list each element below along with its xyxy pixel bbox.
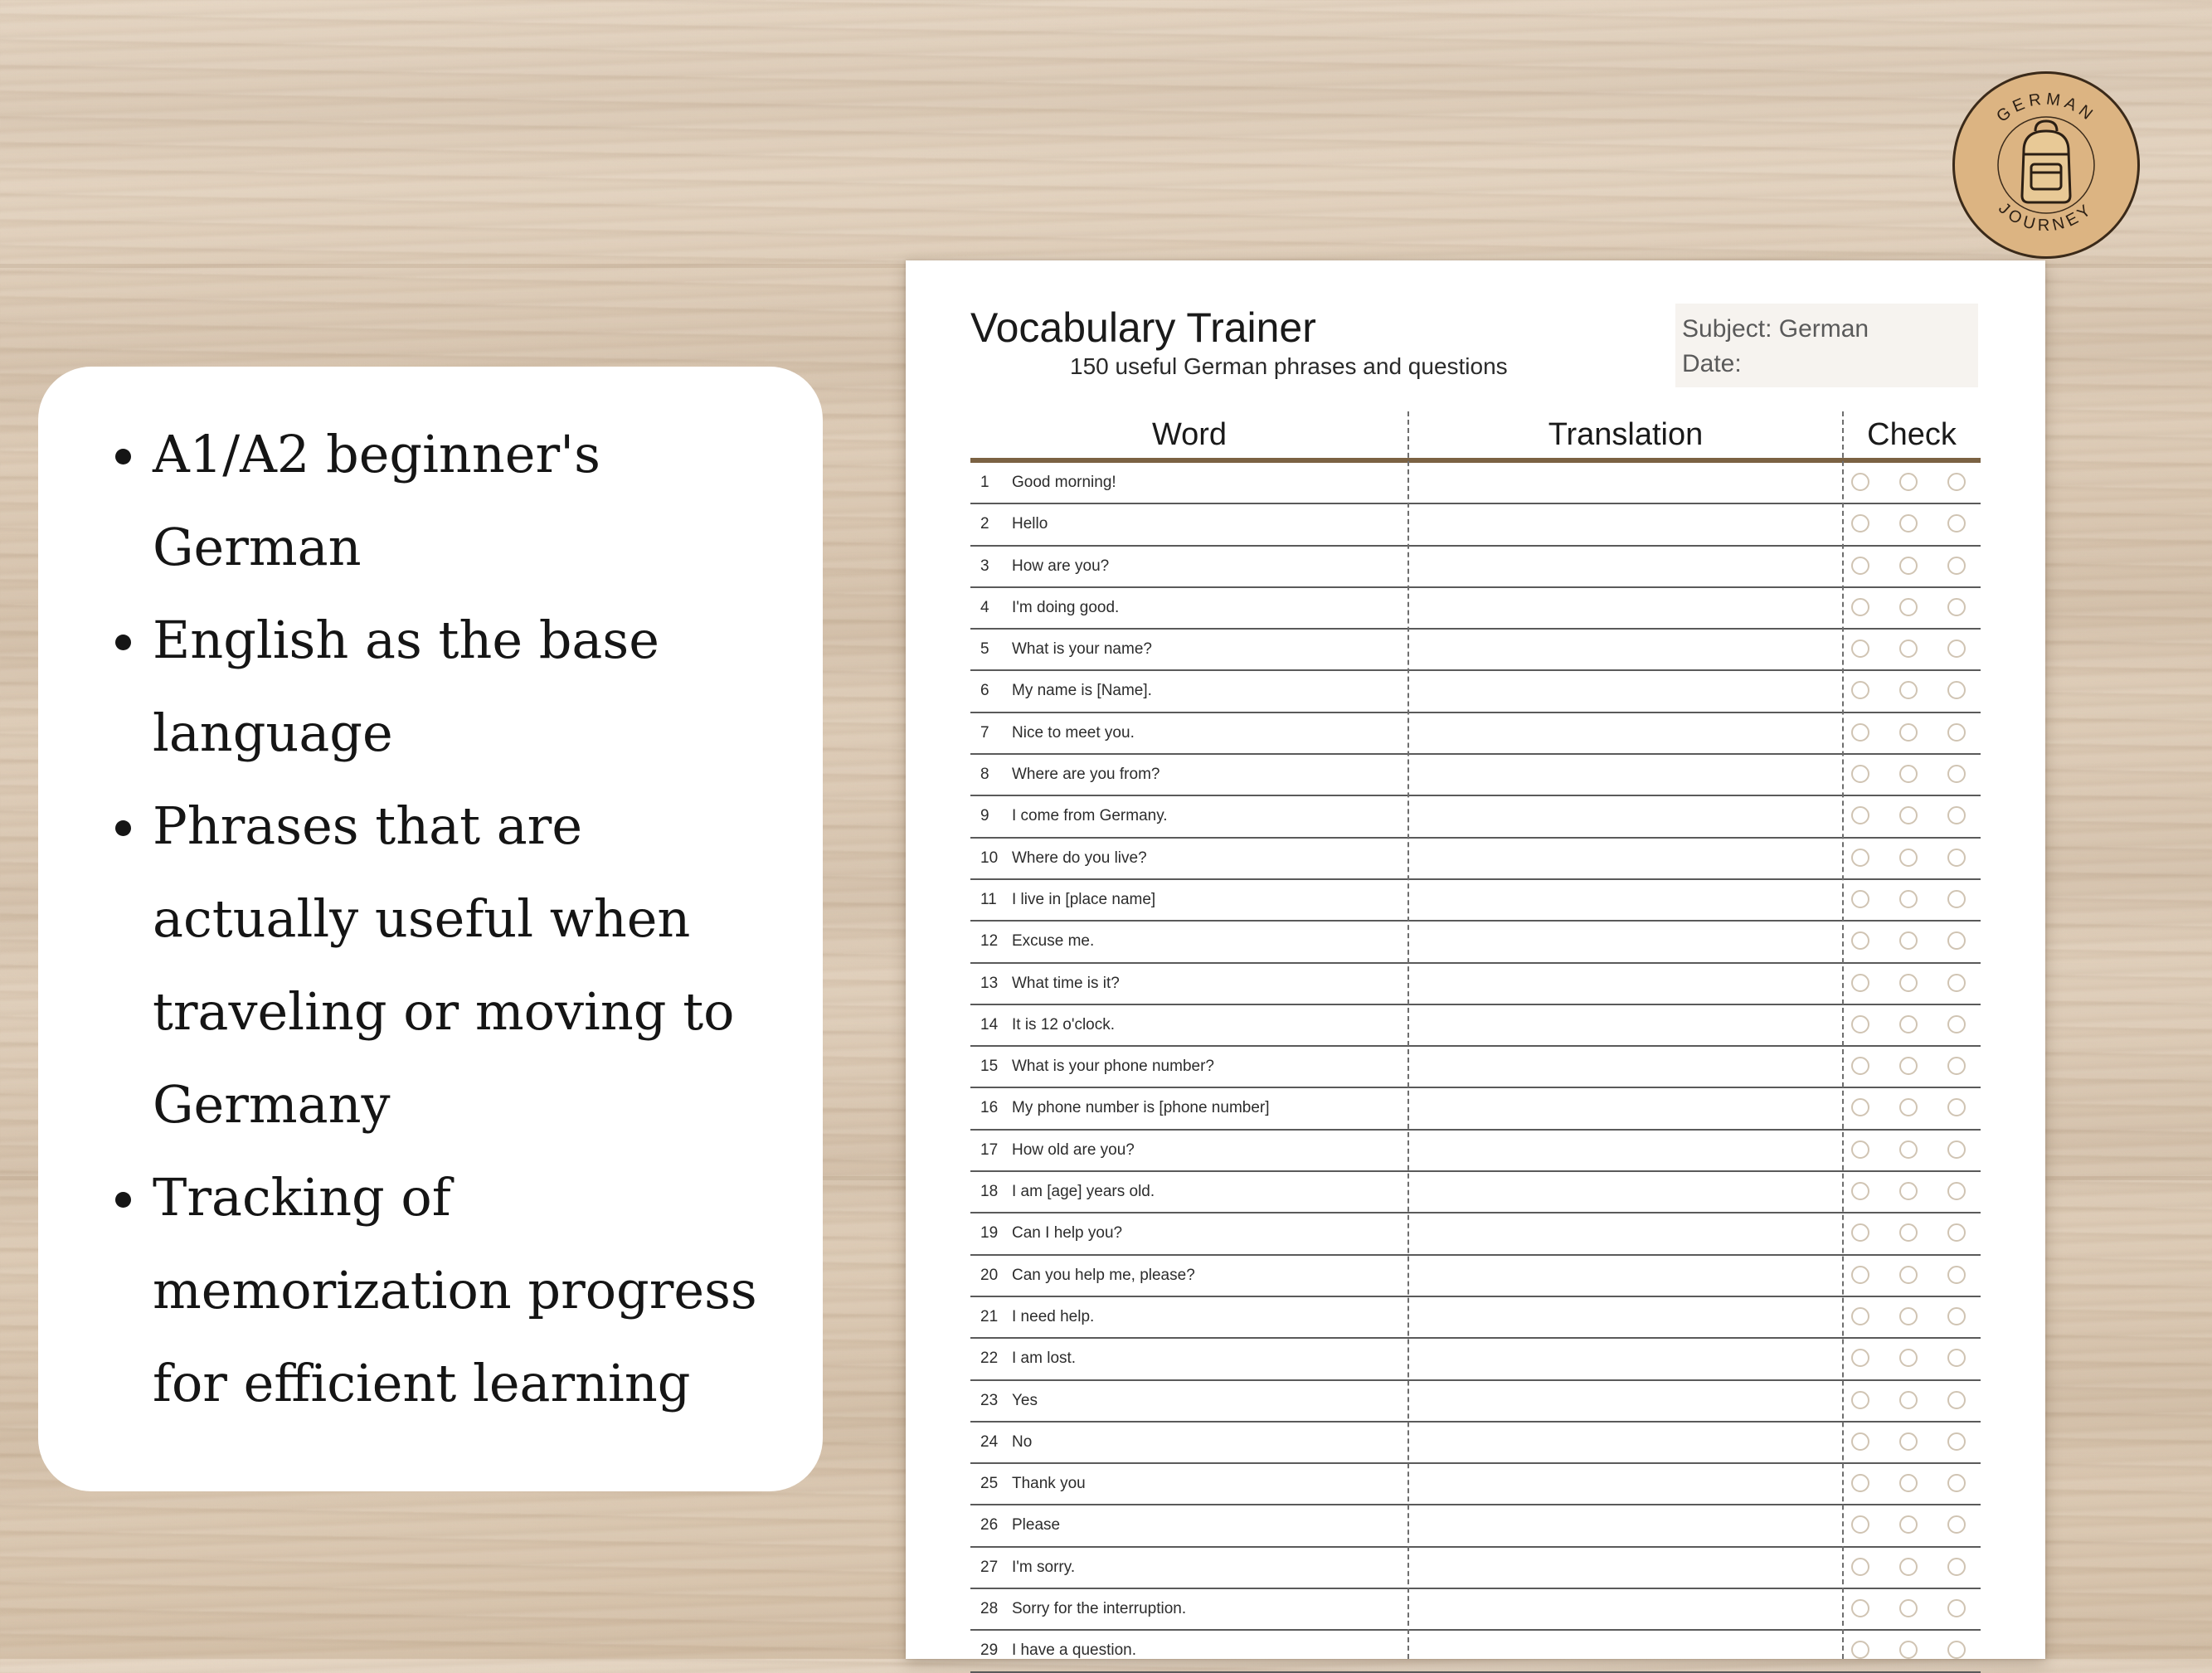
table-row xyxy=(970,1047,1981,1088)
row-word: Where are you from? xyxy=(1012,766,1160,784)
row-word: How are you? xyxy=(1012,557,1110,575)
row-number: 5 xyxy=(980,640,989,659)
row-number: 11 xyxy=(980,890,997,908)
table-row xyxy=(970,880,1981,922)
check-circle-3[interactable] xyxy=(1947,849,1966,867)
check-circle-3[interactable] xyxy=(1947,1140,1966,1159)
logo-text-top: GERMAN xyxy=(1993,90,2099,126)
check-circle-2[interactable] xyxy=(1899,1432,1918,1451)
check-circle-2[interactable] xyxy=(1899,974,1918,992)
check-circle-3[interactable] xyxy=(1947,1391,1966,1409)
check-circle-3[interactable] xyxy=(1947,681,1966,699)
row-word: Hello xyxy=(1012,515,1048,533)
check-circle-3[interactable] xyxy=(1947,1182,1966,1200)
table-row xyxy=(970,1297,1981,1339)
features-list xyxy=(113,408,798,1430)
table-row xyxy=(970,796,1981,838)
check-circle-1[interactable] xyxy=(1851,974,1869,992)
feature-item: • Phrases that are actually useful when traveling or moving to Germany xyxy=(153,780,798,1151)
table-row xyxy=(970,547,1981,588)
row-word: Where do you live? xyxy=(1012,849,1147,867)
table-row xyxy=(970,630,1981,671)
check-circle-1[interactable] xyxy=(1851,1474,1869,1492)
row-number: 29 xyxy=(980,1641,999,1660)
column-divider xyxy=(1407,411,1409,1659)
meta-box xyxy=(1675,304,1978,387)
check-circle-2[interactable] xyxy=(1899,473,1918,491)
table-row xyxy=(970,1256,1981,1297)
check-circle-2[interactable] xyxy=(1899,1641,1918,1659)
check-circle-1[interactable] xyxy=(1851,765,1869,783)
row-number: 10 xyxy=(980,849,999,867)
table-row xyxy=(970,1213,1981,1255)
row-word: Can I help you? xyxy=(1012,1224,1123,1243)
check-circle-3[interactable] xyxy=(1947,640,1966,658)
check-circle-2[interactable] xyxy=(1899,849,1918,867)
table-row xyxy=(970,1589,1981,1631)
check-circle-3[interactable] xyxy=(1947,1098,1966,1116)
check-circle-2[interactable] xyxy=(1899,514,1918,533)
logo-text-bottom: JOURNEY xyxy=(1995,198,2098,236)
row-word: It is 12 o'clock. xyxy=(1012,1015,1116,1033)
check-circle-3[interactable] xyxy=(1947,1432,1966,1451)
table-body xyxy=(970,463,1981,1673)
check-circle-1[interactable] xyxy=(1851,1307,1869,1325)
check-circle-1[interactable] xyxy=(1851,557,1869,575)
row-word: I live in [place name] xyxy=(1012,890,1156,908)
check-circle-2[interactable] xyxy=(1899,1599,1918,1617)
check-circle-1[interactable] xyxy=(1851,1182,1869,1200)
check-circle-3[interactable] xyxy=(1947,1515,1966,1534)
row-number: 15 xyxy=(980,1058,999,1076)
row-number: 16 xyxy=(980,1099,999,1117)
check-circle-1[interactable] xyxy=(1851,598,1869,616)
subject-label: Subject: German xyxy=(1682,315,1869,343)
check-circle-1[interactable] xyxy=(1851,1558,1869,1576)
row-word: Yes xyxy=(1012,1391,1038,1409)
check-circle-3[interactable] xyxy=(1947,1266,1966,1284)
row-number: 25 xyxy=(980,1475,999,1493)
backpack-icon xyxy=(2022,121,2070,202)
row-number: 17 xyxy=(980,1140,999,1159)
check-circle-1[interactable] xyxy=(1851,931,1869,950)
table-row xyxy=(970,1381,1981,1423)
row-number: 22 xyxy=(980,1350,999,1368)
row-number: 21 xyxy=(980,1307,999,1325)
check-circle-1[interactable] xyxy=(1851,473,1869,491)
check-circle-2[interactable] xyxy=(1899,1391,1918,1409)
table-row xyxy=(970,755,1981,796)
check-circle-1[interactable] xyxy=(1851,681,1869,699)
row-word: No xyxy=(1012,1432,1033,1451)
date-label: Date: xyxy=(1682,350,1742,377)
feature-item: • Tracking of memorization progress for efficient learning xyxy=(153,1151,798,1430)
row-word: How old are you? xyxy=(1012,1140,1135,1159)
check-circle-1[interactable] xyxy=(1851,1349,1869,1367)
check-circle-3[interactable] xyxy=(1947,1307,1966,1325)
table-row xyxy=(970,463,1981,504)
features-card xyxy=(38,367,823,1491)
table-row xyxy=(970,922,1981,963)
header-translation: Translation xyxy=(1548,417,1704,452)
table-row xyxy=(970,1464,1981,1505)
row-word: I need help. xyxy=(1012,1307,1095,1325)
row-word: I am [age] years old. xyxy=(1012,1183,1155,1201)
row-number: 1 xyxy=(980,474,989,491)
check-circle-1[interactable] xyxy=(1851,1641,1869,1659)
check-circle-3[interactable] xyxy=(1947,557,1966,575)
row-number: 4 xyxy=(980,598,989,616)
check-circle-2[interactable] xyxy=(1899,1349,1918,1367)
check-circle-2[interactable] xyxy=(1899,1015,1918,1033)
check-circle-1[interactable] xyxy=(1851,723,1869,742)
row-word: I'm sorry. xyxy=(1012,1558,1076,1576)
table-row xyxy=(970,1131,1981,1172)
check-circle-2[interactable] xyxy=(1899,640,1918,658)
check-circle-2[interactable] xyxy=(1899,1182,1918,1200)
table-row xyxy=(970,1005,1981,1047)
check-circle-3[interactable] xyxy=(1947,1349,1966,1367)
check-circle-2[interactable] xyxy=(1899,557,1918,575)
check-circle-2[interactable] xyxy=(1899,1223,1918,1242)
check-circle-1[interactable] xyxy=(1851,640,1869,658)
check-circle-2[interactable] xyxy=(1899,1307,1918,1325)
table-row xyxy=(970,839,1981,880)
check-circle-3[interactable] xyxy=(1947,931,1966,950)
check-circle-3[interactable] xyxy=(1947,473,1966,491)
table-row xyxy=(970,588,1981,630)
row-number: 20 xyxy=(980,1266,999,1284)
check-circle-3[interactable] xyxy=(1947,890,1966,908)
check-circle-1[interactable] xyxy=(1851,1432,1869,1451)
german-journey-logo xyxy=(1952,71,2140,259)
header-check: Check xyxy=(1867,417,1957,452)
check-circle-2[interactable] xyxy=(1899,1140,1918,1159)
check-circle-1[interactable] xyxy=(1851,1223,1869,1242)
check-circle-1[interactable] xyxy=(1851,514,1869,533)
check-circle-1[interactable] xyxy=(1851,1391,1869,1409)
row-number: 12 xyxy=(980,932,999,951)
check-circle-2[interactable] xyxy=(1899,1474,1918,1492)
row-number: 14 xyxy=(980,1015,999,1033)
check-circle-3[interactable] xyxy=(1947,723,1966,742)
check-circle-2[interactable] xyxy=(1899,931,1918,950)
row-number: 23 xyxy=(980,1391,999,1409)
row-number: 18 xyxy=(980,1183,999,1201)
check-circle-3[interactable] xyxy=(1947,598,1966,616)
check-circle-1[interactable] xyxy=(1851,806,1869,824)
row-word: I come from Germany. xyxy=(1012,807,1168,825)
check-circle-1[interactable] xyxy=(1851,1515,1869,1534)
logo-graphic xyxy=(1952,71,2140,259)
row-number: 8 xyxy=(980,766,989,784)
check-circle-1[interactable] xyxy=(1851,1057,1869,1075)
row-word: I'm doing good. xyxy=(1012,598,1120,616)
table-row xyxy=(970,504,1981,546)
row-word: What is your phone number? xyxy=(1012,1058,1214,1076)
check-circle-1[interactable] xyxy=(1851,1599,1869,1617)
check-circle-3[interactable] xyxy=(1947,806,1966,824)
table-row xyxy=(970,1548,1981,1589)
row-number: 3 xyxy=(980,557,989,575)
check-circle-2[interactable] xyxy=(1899,1098,1918,1116)
row-number: 6 xyxy=(980,682,989,700)
row-number: 24 xyxy=(980,1432,999,1451)
row-number: 7 xyxy=(980,723,989,742)
check-circle-3[interactable] xyxy=(1947,974,1966,992)
feature-item: • English as the base language xyxy=(153,594,798,780)
check-circle-3[interactable] xyxy=(1947,514,1966,533)
row-word: Please xyxy=(1012,1516,1061,1534)
row-word: My name is [Name]. xyxy=(1012,682,1152,700)
row-word: What time is it? xyxy=(1012,974,1120,992)
check-circle-2[interactable] xyxy=(1899,723,1918,742)
row-word: Excuse me. xyxy=(1012,932,1095,951)
row-word: Good morning! xyxy=(1012,474,1116,491)
table-row xyxy=(970,1423,1981,1464)
row-word: Can you help me, please? xyxy=(1012,1266,1195,1284)
table-row xyxy=(970,713,1981,755)
row-word: Nice to meet you. xyxy=(1012,723,1135,742)
sheet-subtitle: 150 useful German phrases and questions xyxy=(1070,353,1508,379)
table-header xyxy=(970,411,1981,463)
table-row xyxy=(970,1505,1981,1547)
check-circle-3[interactable] xyxy=(1947,1474,1966,1492)
check-circle-2[interactable] xyxy=(1899,765,1918,783)
check-circle-2[interactable] xyxy=(1899,1266,1918,1284)
row-number: 2 xyxy=(980,515,989,533)
row-number: 13 xyxy=(980,974,999,992)
row-word: Thank you xyxy=(1012,1475,1086,1493)
table-row xyxy=(970,964,1981,1005)
check-circle-3[interactable] xyxy=(1947,765,1966,783)
check-circle-2[interactable] xyxy=(1899,1558,1918,1576)
check-circle-1[interactable] xyxy=(1851,849,1869,867)
table-row xyxy=(970,1631,1981,1672)
table-row xyxy=(970,1339,1981,1380)
check-circle-3[interactable] xyxy=(1947,1223,1966,1242)
column-divider xyxy=(1842,411,1844,1659)
check-circle-2[interactable] xyxy=(1899,1515,1918,1534)
row-number: 26 xyxy=(980,1516,999,1534)
check-circle-3[interactable] xyxy=(1947,1015,1966,1033)
check-circle-3[interactable] xyxy=(1947,1599,1966,1617)
table-row xyxy=(970,1088,1981,1130)
header-word: Word xyxy=(1151,417,1228,452)
check-circle-2[interactable] xyxy=(1899,1057,1918,1075)
check-circle-3[interactable] xyxy=(1947,1641,1966,1659)
check-circle-1[interactable] xyxy=(1851,1140,1869,1159)
row-number: 27 xyxy=(980,1558,999,1576)
check-circle-3[interactable] xyxy=(1947,1057,1966,1075)
row-number: 9 xyxy=(980,807,989,825)
check-circle-1[interactable] xyxy=(1851,1015,1869,1033)
check-circle-2[interactable] xyxy=(1899,681,1918,699)
check-circle-1[interactable] xyxy=(1851,890,1869,908)
row-word: Sorry for the interruption. xyxy=(1012,1600,1187,1618)
check-circle-2[interactable] xyxy=(1899,598,1918,616)
check-circle-2[interactable] xyxy=(1899,890,1918,908)
feature-item: • A1/A2 beginner's German xyxy=(153,408,798,594)
row-word: I am lost. xyxy=(1012,1350,1077,1368)
row-word: What is your name? xyxy=(1012,640,1152,659)
row-number: 28 xyxy=(980,1600,999,1618)
check-circle-1[interactable] xyxy=(1851,1098,1869,1116)
vocabulary-sheet xyxy=(906,260,2045,1659)
check-circle-3[interactable] xyxy=(1947,1558,1966,1576)
row-word: My phone number is [phone number] xyxy=(1012,1099,1270,1117)
table-row xyxy=(970,1172,1981,1213)
check-circle-1[interactable] xyxy=(1851,1266,1869,1284)
row-number: 19 xyxy=(980,1224,999,1243)
sheet-title: Vocabulary Trainer xyxy=(970,304,1316,351)
vocabulary-table xyxy=(970,411,1981,1673)
check-circle-2[interactable] xyxy=(1899,806,1918,824)
table-row xyxy=(970,671,1981,712)
row-word: I have a question. xyxy=(1012,1641,1136,1660)
